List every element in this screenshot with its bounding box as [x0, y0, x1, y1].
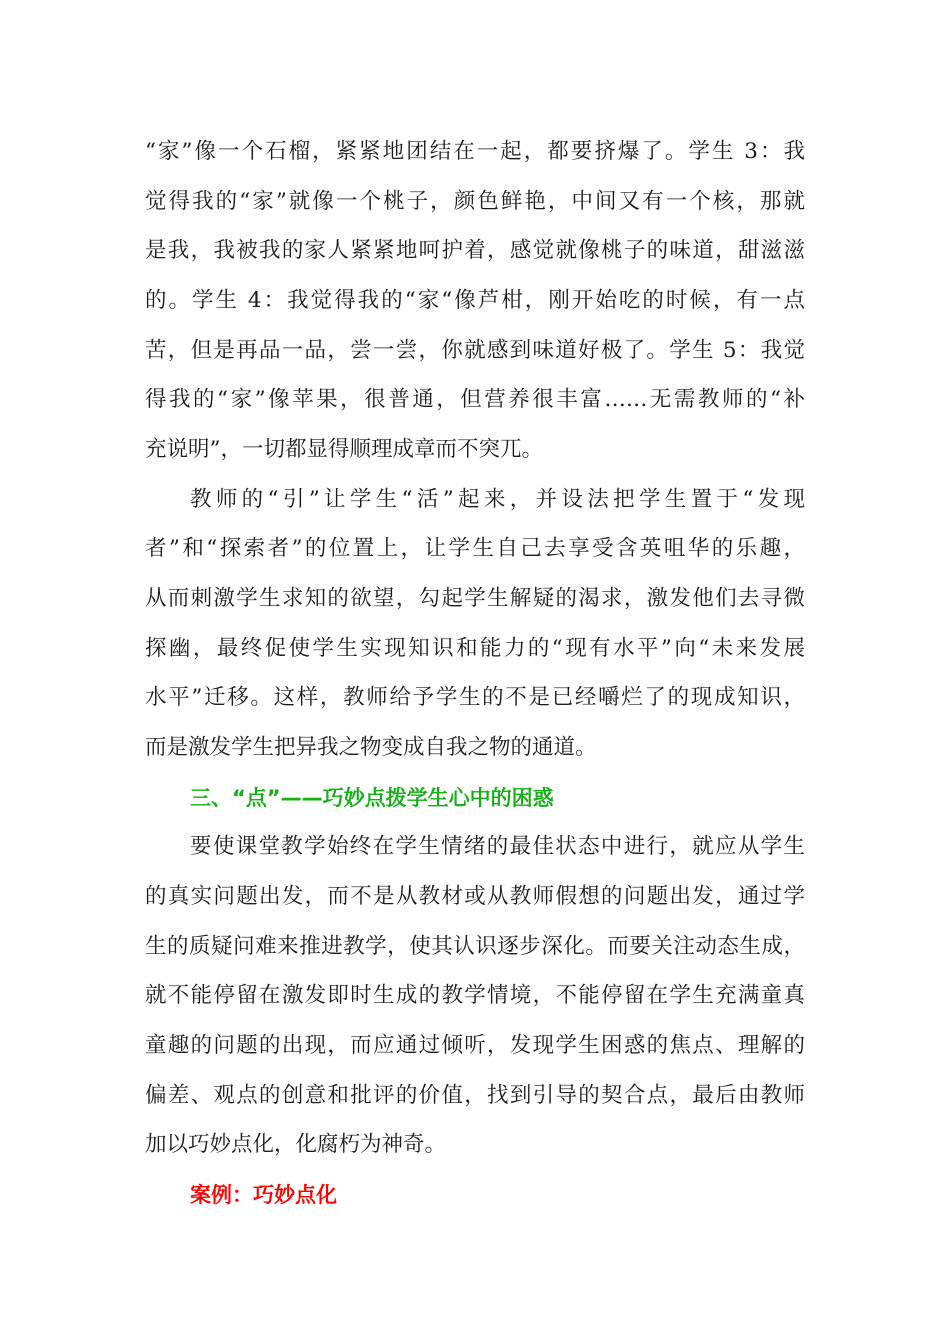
paragraph-2-line-3: 从而刺激学生求知的欲望，勾起学生解疑的渴求，激发他们去寻微	[145, 586, 805, 611]
paragraph-3-line-6: 偏差、观点的创意和批评的价值，找到引导的契合点，最后由教师	[145, 1083, 805, 1108]
paragraph-1-line-6: 得我的“家”像苹果，很普通，但营养很丰富……无需教师的“补	[145, 387, 805, 412]
paragraph-3-line-4: 就不能停留在激发即时生成的教学情境，不能停留在学生充满童真	[145, 983, 805, 1008]
paragraph-3-line-1: 要使课堂教学始终在学生情绪的最佳状态中进行，就应从学生	[190, 834, 805, 859]
paragraph-1-line-3: 是我，我被我的家人紧紧地呵护着，感觉就像桃子的味道，甜滋滋	[145, 238, 805, 263]
paragraph-2-line-6: 而是激发学生把异我之物变成自我之物的通道。	[145, 735, 597, 760]
case-heading: 案例：巧妙点化	[190, 1183, 337, 1207]
paragraph-1-line-4: 的。学生 4：我觉得我的“家“像芦柑，刚开始吃的时候，有一点	[145, 288, 805, 313]
paragraph-1-line-7: 充说明”，一切都显得顺理成章而不突兀。	[145, 437, 543, 462]
paragraph-3-line-2: 的真实问题出发，而不是从教材或从教师假想的问题出发，通过学	[145, 884, 805, 909]
paragraph-2-line-4: 探幽，最终促使学生实现知识和能力的“现有水平”向“未来发展	[145, 636, 805, 661]
paragraph-3-line-3: 生的质疑问难来推进教学，使其认识逐步深化。而要关注动态生成，	[145, 934, 805, 959]
paragraph-3-line-7: 加以巧妙点化，化腐朽为神奇。	[145, 1132, 447, 1157]
section-heading: 三、“点”——巧妙点拨学生心中的困惑	[190, 786, 554, 810]
paragraph-1-line-2: 觉得我的“家”就像一个桃子，颜色鲜艳，中间又有一个核，那就	[145, 189, 805, 214]
paragraph-1-line-1: “家”像一个石榴，紧紧地团结在一起，都要挤爆了。学生 3：我	[145, 139, 805, 164]
paragraph-2-line-5: 水平”迁移。这样，教师给予学生的不是已经嚼烂了的现成知识，	[145, 685, 805, 710]
paragraph-2-line-1: 教师的“引”让学生“活”起来，并设法把学生置于“发现	[190, 487, 805, 512]
paragraph-3-line-5: 童趣的问题的出现，而应通过倾听，发现学生困惑的焦点、理解的	[145, 1033, 805, 1058]
paragraph-2-line-2: 者”和“探索者”的位置上，让学生自己去享受含英咀华的乐趣，	[145, 536, 805, 561]
paragraph-1-line-5: 苦，但是再品一品，尝一尝，你就感到味道好极了。学生 5：我觉	[145, 338, 805, 363]
